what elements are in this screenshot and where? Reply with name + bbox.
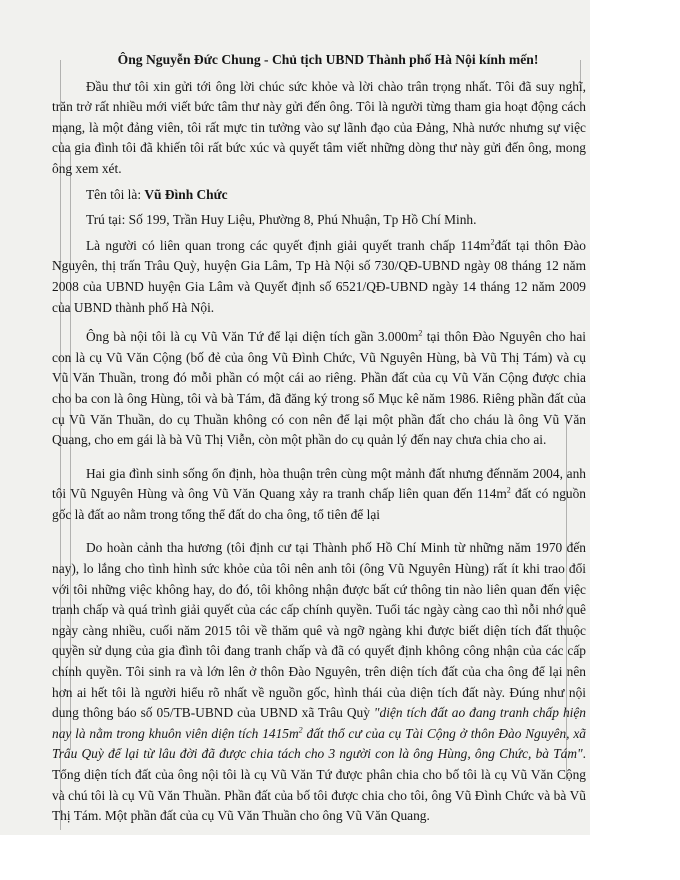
superscript: 2 [490,237,495,247]
quoted-notice: "diện tích đất ao đang tranh chấp hiện nay là nằm trong khuôn viên diện tích 1415m [52,705,586,741]
quoted-notice: đất thổ cư của cụ Tài Cộng ở thôn Đào Nguyên, xã Trâu Quỳ để lại từ lâu đời đã được chia tách cho 3 người con là ông Hùng, ông Chức, bà Tám" [52,725,586,762]
name-line [52,185,586,206]
paragraph-dispute [52,464,586,526]
paragraph-decisions [52,236,586,318]
superscript: 2 [298,725,303,735]
paragraph-text: đất có nguồn gốc là đất ao nằm trong tổng thể đất do cha ông, tổ tiên để lại [52,486,586,522]
paragraph-text: Do hoàn cảnh tha hương (tôi định cư tại Thành phố Hồ Chí Minh từ những năm 1970 đến nay), lo lắng cho tình hình sức khỏe của tôi nên anh tôi (ông Vũ Nguyên Hùng) rất ít khi trao đổi với tôi những việc không hay, do đó, tôi không nhận được bất cứ thông tin nào liên quan đến việc tranh chấp và quá trình giải quyết của các cấp chính quyền. Tuổi tác ngày càng cao thì nỗi nhớ quê ngày càng nhiều, cuối năm 2015 tôi về thăm quê và ngỡ ngàng khi được biết diện tích đất thuộc quyền sử dụng của gia đình tôi đang tranh chấp và đã có quyết định không công nhận của các cấp chính quyền. Tôi sinh ra và lớn lên ở thôn Đào Nguyên, trên diện tích đất của cha ông để lại nên hơn ai hết tôi là người hiểu rõ nhất về nguồn gốc, hình thái của diện tích đất này. Đúng như nội dung thông báo số 05/TB-UBND của UBND xã Trâu Quỳ [52,540,586,721]
paragraph-text: đất tại thôn Đào Nguyên, thị trấn Trâu Quỳ, huyện Gia Lâm, Tp Hà Nội số 730/QĐ-UBND ngày 08 tháng 12 năm 2008 của UBND huyện Gia Lâm và Quyết định số 6521/QĐ-UBND ngày 14 tháng 12 năm 2009 của UBND thành phố Hà Nội. [52,237,586,315]
paragraph-text: Là người có liên quan trong các quyết định giải quyết tranh chấp 114m [86,237,491,253]
intro-paragraph: Đầu thư tôi xin gửi tới ông lời chúc sức khỏe và lời chào trân trọng nhất. Tôi đã suy nghĩ, trăn trở rất nhiều mới viết bức tâm thư này gửi đến ông. Tôi là người từng tham gia hoạt động cách mạng, là một đảng viên, tôi rất mực tin tưởng vào sự lãnh đạo của Đảng, Nhà nước nhưng sự việc của gia đình tôi đã khiến tôi rất bức xúc và quyết tâm viết những dòng thư này gửi đến ông, mong ông xem xét. [52,78,586,176]
paragraph-text: Hai gia đình sinh sống ổn định, hòa thuận trên cùng một mảnh đất nhưng đếnnăm 2004, anh tôi Vũ Nguyên Hùng và ông Vũ Văn Quang xảy ra tranh chấp liên quan đến 114m [52,465,586,502]
address-line: Trú tại: Số 199, Trần Huy Liệu, Phường 8, Phú Nhuận, Tp Hồ Chí Minh. [86,212,477,228]
name-value: Vũ Đình Chức [144,186,228,202]
superscript: 2 [418,328,423,338]
paragraph-circumstances [52,538,586,826]
letter-body [52,50,586,827]
paragraph-text: . Tổng diện tích đất của ông nội tôi là cụ Vũ Văn Tứ được phân chia cho bố tôi là cụ Vũ Văn Cộng và chú tôi là cụ Vũ Văn Thuần. Phần đất của bố tôi được chia cho tôi, ông Vũ Đình Chức và bà Vũ Thị Tám. Một phần đất của cụ Vũ Văn Thuần cho ông Vũ Văn Quang. [52,746,586,824]
letter-salutation: Ông Nguyễn Đức Chung - Chủ tịch UBND Thành phố Hà Nội kính mến! [117,52,539,67]
superscript: 2 [506,485,511,495]
paragraph-land-origin [52,327,586,451]
paragraph-text: Ông bà nội tôi là cụ Vũ Văn Tứ để lại diện tích gần 3.000m [86,329,419,345]
name-label: Tên tôi là: [86,186,145,202]
paragraph-text: tại thôn Đào Nguyên cho hai con là cụ Vũ Văn Cộng (bố đẻ của ông Vũ Đình Chức, Vũ Nguyên Hùng, bà Vũ Thị Tám) và cụ Vũ Văn Thuần, trong đó mỗi phần có một cái ao riêng. Phần đất của cụ Vũ Văn Cộng được chia cho ba con là ông Hùng, tôi và bà Tám, đã đăng ký trong sổ Mục kê năm 1986. Riêng phần đất của cụ Vũ Văn Thuần, do cụ Thuần không có con nên để lại một phần đất cho cháu là ông Vũ Văn Quang, cho em gái là bà Vũ Thị Viễn, còn một phần do cụ quản lý đến nay chưa chia cho ai. [52,329,586,448]
